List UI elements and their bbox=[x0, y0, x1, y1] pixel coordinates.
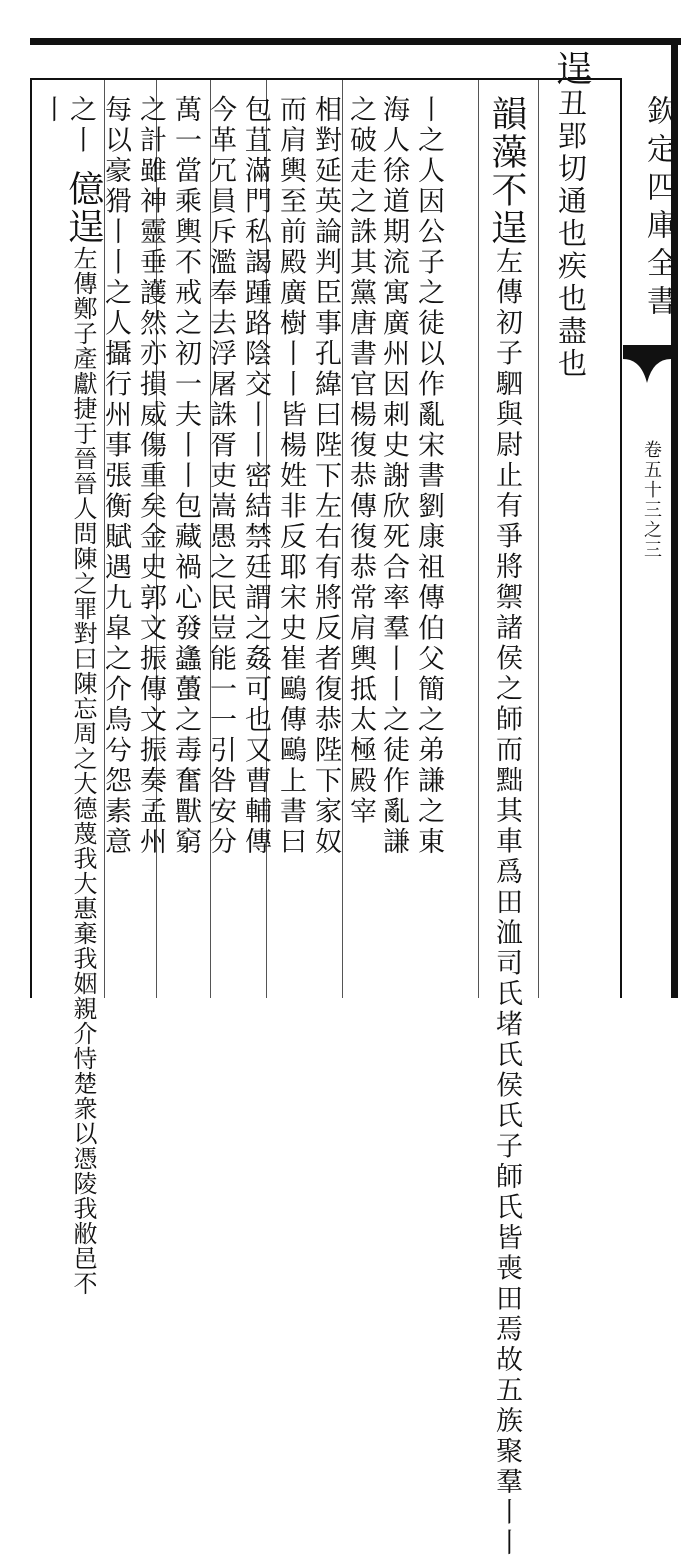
text-column bbox=[413, 95, 442, 858]
entry-text: 左傳鄭子產獻捷于晉晉人問陳之罪對曰陳忘周之大德蔑我大惠棄我姻親介恃楚衆以憑陵我敝邑不 bbox=[69, 246, 97, 1296]
text-column bbox=[551, 50, 592, 381]
entry-head: 逞 bbox=[551, 50, 592, 88]
entry-text: 相對延英論判臣事孔緯曰陛下左右有將反者復恭陛下家奴 bbox=[310, 95, 341, 858]
entry-text: 每以豪猾丨丨之人攝行州事張衡賦遇九皐之介鳥兮怨素意 bbox=[100, 95, 131, 858]
entry-text: 之破走之誅其黨唐書官楊復恭傳復恭常肩輿抵太極殿宰 bbox=[345, 95, 376, 827]
column-rule bbox=[478, 80, 479, 998]
text-column bbox=[65, 95, 94, 156]
entry-head: 億逞 bbox=[63, 170, 104, 246]
text-column bbox=[63, 170, 104, 1296]
text-column bbox=[275, 95, 304, 858]
text-column bbox=[205, 95, 234, 858]
text-column bbox=[100, 95, 129, 858]
entry-text: 左傳初子駟與尉止有爭將禦諸侯之師而黜其車爲田洫司氏堵氏侯氏子師氏皆喪田焉故五族聚羣丨丨 bbox=[491, 247, 522, 1559]
text-column bbox=[486, 95, 527, 1559]
entry-text: 丨 bbox=[36, 95, 67, 126]
entry-text: 丑郢切通也疾也盡也 bbox=[554, 88, 588, 381]
entry-text: 丨之人因公子之徒以作亂宋書劉康祖傳伯父簡之弟謙之東 bbox=[413, 95, 444, 858]
margin-volume-label: 卷五十三之三 bbox=[641, 440, 662, 560]
text-column bbox=[135, 95, 164, 858]
entry-text: 包苴滿門私謁踵路陰交丨丨密結禁廷謂之姦可也又曹輔傳 bbox=[240, 95, 271, 858]
entry-text: 之丨 bbox=[65, 95, 96, 156]
entry-text: 今革冗員斥濫奉去浮屠誅胥吏嵩愚之民豈能一一引咎安分 bbox=[205, 95, 236, 858]
text-column bbox=[36, 95, 65, 126]
text-column bbox=[345, 95, 374, 827]
entry-text: 海人徐道期流寓廣州因刺史謝欣死合率羣丨丨之徒作亂謙 bbox=[378, 95, 409, 858]
fishtail-ornament-icon bbox=[623, 345, 671, 385]
text-column bbox=[378, 95, 407, 858]
text-column bbox=[240, 95, 269, 858]
text-column bbox=[310, 95, 339, 858]
margin-book-title: 欽定四庫全書 bbox=[641, 95, 676, 323]
entry-text: 萬一當乘輿不戒之初一夫丨丨包藏禍心發蠭蠆之毒奮獸窮 bbox=[170, 95, 201, 858]
entry-head: 韻藻不逞 bbox=[486, 95, 527, 247]
entry-text: 之計雖神靈垂護然亦損威傷重矣金史郭文振傳文振奏孟州 bbox=[135, 95, 166, 858]
column-rule bbox=[342, 80, 343, 998]
column-rule bbox=[538, 80, 539, 998]
entry-text: 而肩輿至前殿廣樹丨丨皆楊姓非反耶宋史崔鷗傳鷗上書曰 bbox=[275, 95, 306, 858]
text-column bbox=[170, 95, 199, 858]
